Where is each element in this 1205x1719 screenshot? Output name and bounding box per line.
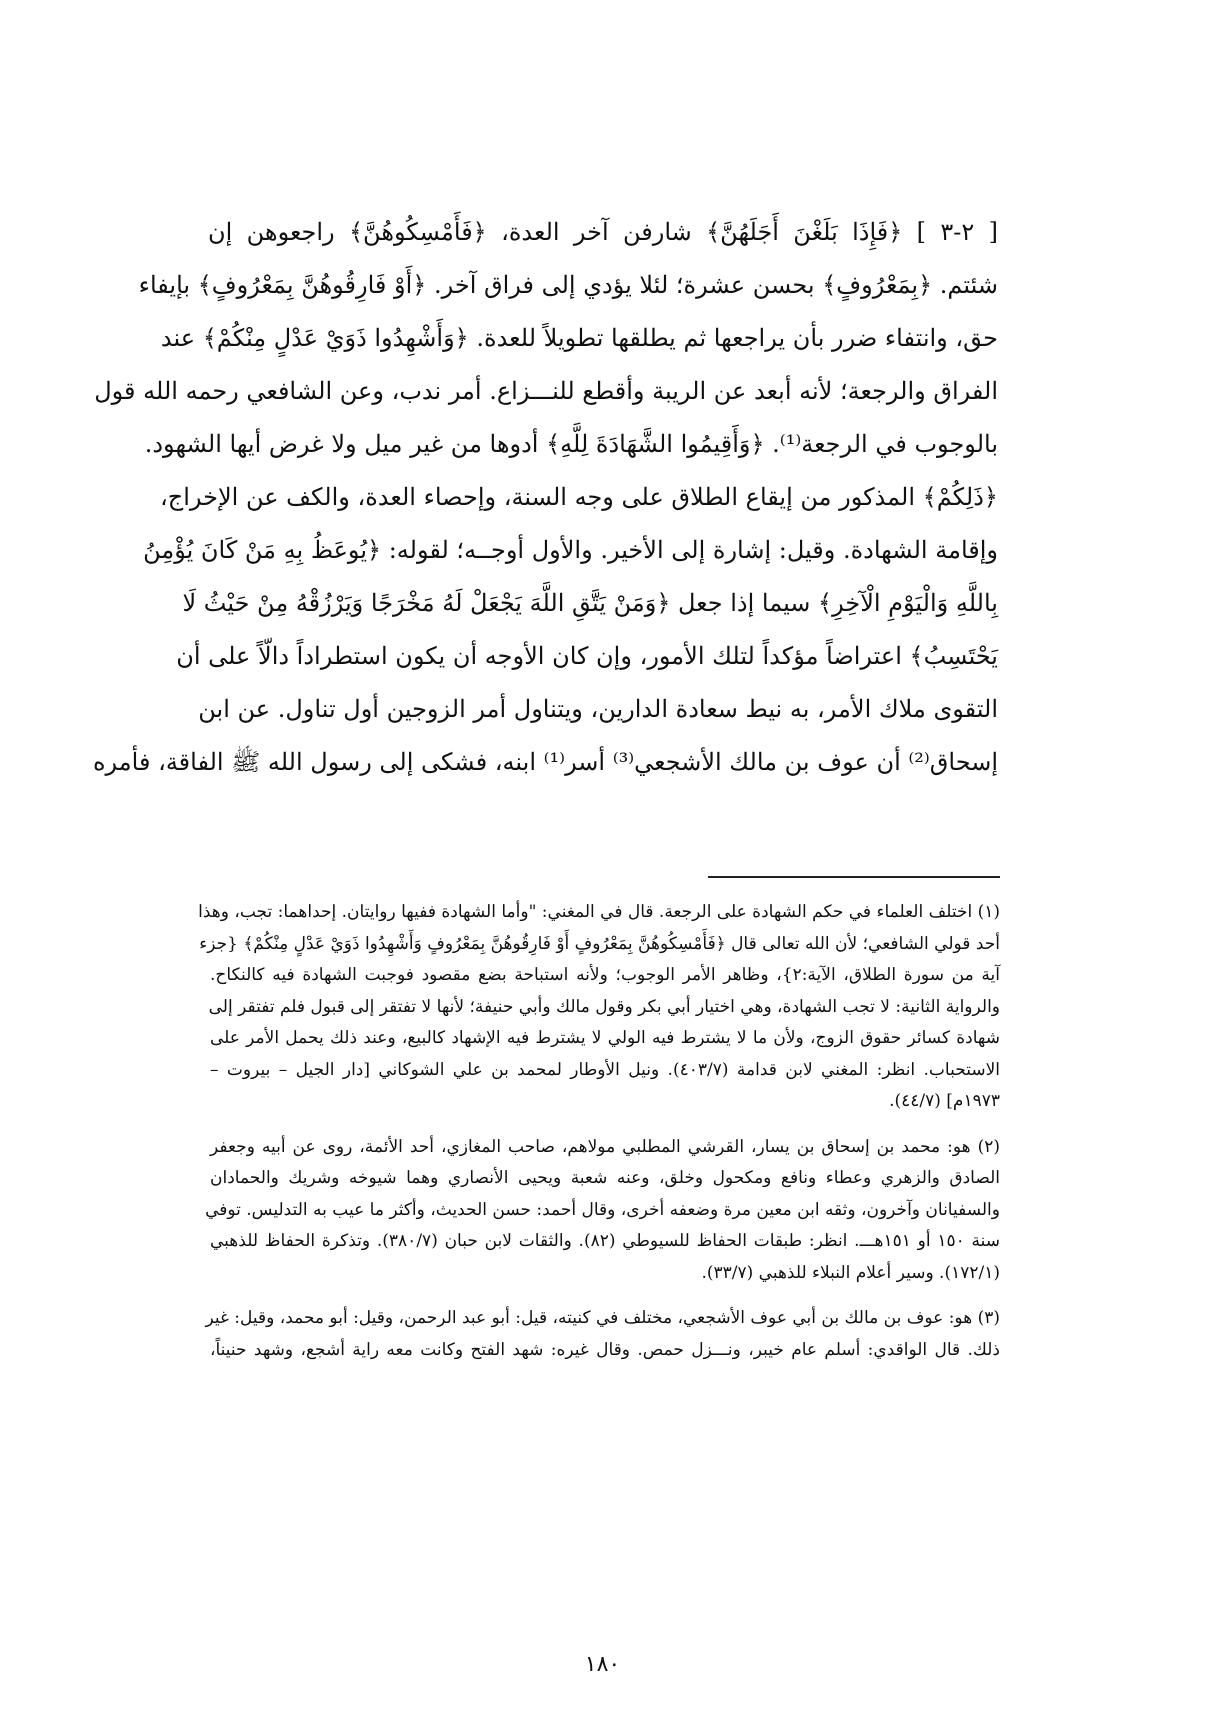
footnote-line: ١٩٧٣م] (٤٤/٧). (889, 1091, 1000, 1111)
main-text-line: وإقامة الشهادة. وقيل: إشارة إلى الأخير. والأول أوجــه؛ لقوله: ﴿يُوعَظُ بِهِ مَنْ كَانَ يُؤْمِنُ (143, 536, 998, 564)
main-text-line: ﴿ذَلِكُمْ﴾ المذكور من إيقاع الطلاق على وجه السنة، وإحصاء العدة، والكف عن الإخراج، (159, 483, 998, 511)
footnote-line: الاستحباب. انظر: المغني لابن قدامة (٤٠٣/٧). ونيل الأوطار لمحمد بن علي الشوكاني [دار الجيل – بيروت – (210, 1059, 1001, 1080)
footnote-line: (١٧٢/١). وسير أعلام النبلاء للذهبي (٣٣/٧). (701, 1262, 1000, 1283)
main-text-line: [ ٢-٣ ] ﴿فَإِذَا بَلَغْنَ أَجَلَهُنَّ﴾ شارفن آخر العدة، ﴿فَأَمْسِكُوهُنَّ﴾ راجعوهن إن (208, 218, 998, 246)
footnote-line: والسفيانان وآخرون، وثقه ابن معين مرة وضعفه أخرى، وقال أحمد: حسن الحديث، وأكثر ما عيب به التدليس. توفي (205, 1199, 1000, 1220)
main-text-line: إسحاق⁽²⁾ أن عوف بن مالك الأشجعي⁽³⁾ أسر⁽¹⁾ ابنه، فشكى إلى رسول الله ﷺ الفاقة، فأمره (92, 748, 998, 776)
page-number: ١٨٠ (584, 1652, 621, 1677)
footnote-line: أحد قولي الشافعي؛ لأن الله تعالى قال ﴿فَأَمْسِكُوهُنَّ بِمَعْرُوفٍ أَوْ فَارِقُوهُنَّ بِمَعْرُوفٍ وَأَشْهِدُوا ذَوَيْ عَدْلٍ مِنْكُمْ﴾ {جزء (199, 933, 1000, 954)
footnotes (198, 897, 1001, 1380)
main-text (92, 206, 998, 789)
footnote-line: (١) اختلف العلماء في حكم الشهادة على الرجعة. قال في المغني: "وأما الشهادة ففيها روايتان. إحداهما: تجب، وهذا (198, 902, 1000, 922)
footnote-line: الصادق والزهري وعطاء ونافع ومكحول وخلق، وعنه شعبة ويحيى الأنصاري وهما شيوخه وشريك والحمادان (210, 1168, 1000, 1188)
footnote-line: (٢) هو: محمد بن إسحاق بن يسار، القرشي المطلبي مولاهم، صاحب المغازي، أحد الأئمة، روى عن أبيه وجعفر (210, 1136, 1000, 1157)
footnote-line: (٣) هو: عوف بن مالك بن أبي عوف الأشجعي، مختلف في كنيته، قيل: أبو عبد الرحمن، وقيل: أبو محمد، وقيل: غير (205, 1308, 1000, 1328)
main-text-line: شئتم. ﴿بِمَعْرُوفٍ﴾ بحسن عشرة؛ لئلا يؤدي إلى فراق آخر. ﴿أَوْ فَارِقُوهُنَّ بِمَعْرُوفٍ﴾ بإيفاء (138, 271, 998, 299)
footnote-line: آية من سورة الطلاق، الآية:٢}، وظاهر الأمر الوجوب؛ ولأنه استباحة بضع مقصود فوجبت الشهادة فيه كالنكاح. (210, 965, 1000, 985)
footnote-divider (708, 876, 1000, 878)
main-text-line: بِاللَّهِ وَالْيَوْمِ الْآخِرِ﴾ سيما إذا جعل ﴿وَمَنْ يَتَّقِ اللَّهَ يَجْعَلْ لَهُ مَخْرَجًا وَيَرْزُقْهُ مِنْ حَيْثُ لَا (182, 589, 998, 617)
main-text-line: حق، وانتفاء ضرر بأن يراجعها ثم يطلقها تطويلاً للعدة. ﴿وَأَشْهِدُوا ذَوَيْ عَدْلٍ مِنْكُمْ﴾ عند (160, 324, 998, 352)
footnote-3 (205, 1303, 1000, 1366)
footnote-line: ذلك. قال الواقدي: أسلم عام خيبر، ونـــزل حمص. وقال غيره: شهد الفتح وكانت معه راية أشجع، وشهد حنيناً، (210, 1339, 1000, 1360)
footnote-line: سنة ١٥٠ أو ١٥١هـــ. انظر: طبقات الحفاظ للسيوطي (٨٢). والثقات لابن حبان (٣٨٠/٧). وتذكرة الحفاظ للذهبي (210, 1231, 1000, 1251)
main-text-line: يَحْتَسِبُ﴾ اعتراضاً مؤكداً لتلك الأمور، وإن كان الأوجه أن يكون استطراداً دالّاً على أن (176, 642, 998, 670)
footnote-line: والرواية الثانية: لا تجب الشهادة، وهي اختيار أبي بكر وقول مالك وأبي حنيفة؛ لأنها لا تفتقر إلى قبول فلم تفتقر إلى (208, 996, 1000, 1017)
main-text-line: بالوجوب في الرجعة⁽¹⁾. ﴿وَأَقِيمُوا الشَّهَادَةَ لِلَّهِ﴾ أدوها من غير ميل ولا غرض أيها الشهود. (144, 430, 998, 458)
footnote-2 (205, 1132, 1000, 1290)
footnote-1 (198, 897, 1001, 1118)
main-text-line: الفراق والرجعة؛ لأنه أبعد عن الريبة وأقطع للنـــزاع. أمر ندب، وعن الشافعي رحمه الله قول (94, 377, 998, 405)
footnote-line: شهادة كسائر حقوق الزوج، ولأن ما لا يشترط فيه الولي لا يشترط فيه الإشهاد كالبيع، وعند ذلك يحمل الأمر على (210, 1028, 1000, 1048)
main-text-line: التقوى ملاك الأمر، به نيط سعادة الدارين، ويتناول أمر الزوجين أول تناول. عن ابن (198, 695, 998, 723)
